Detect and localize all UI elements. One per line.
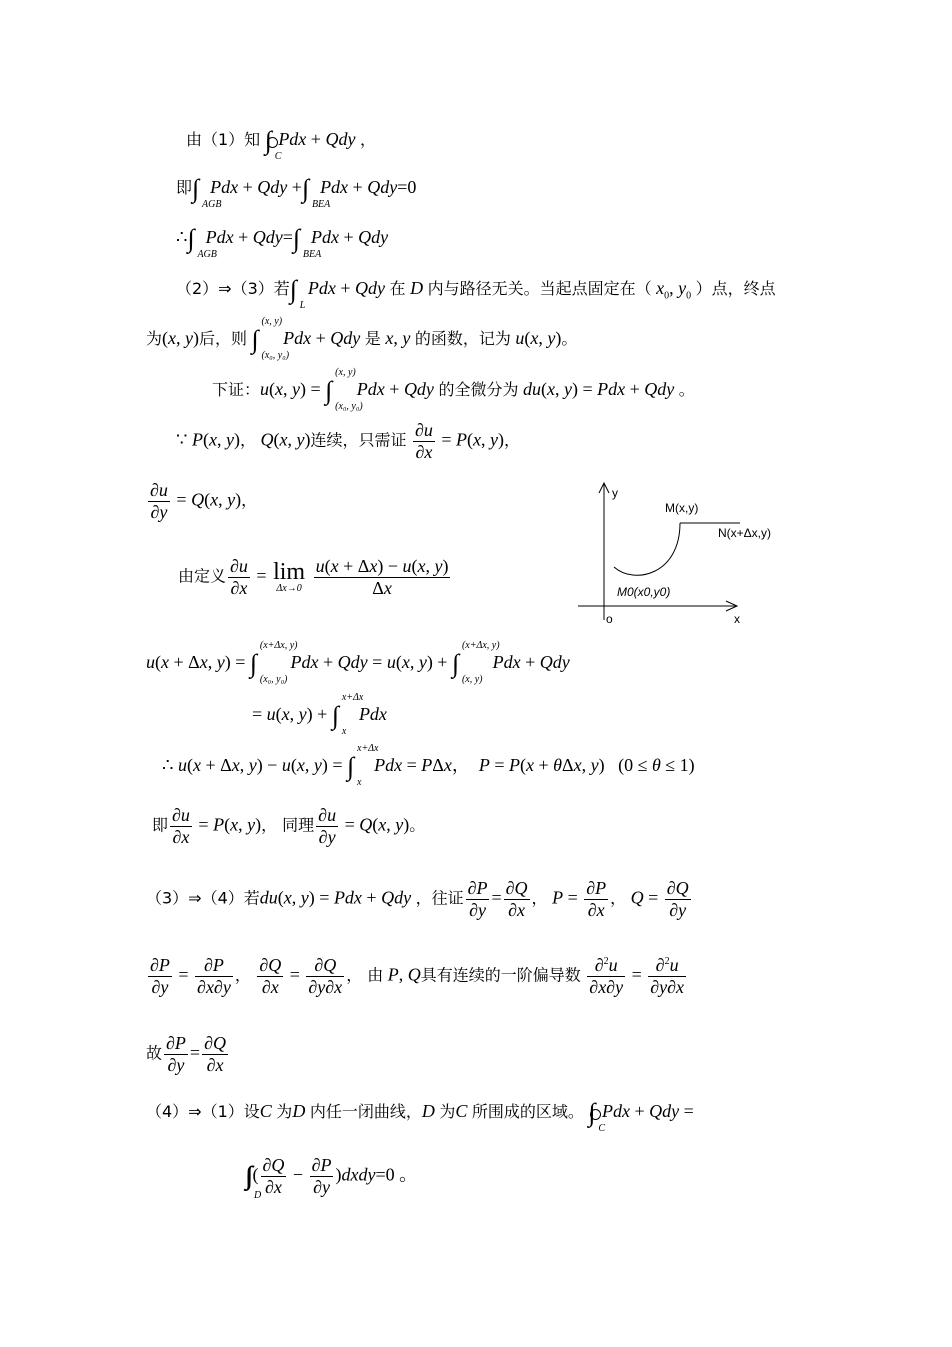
line-4: （2）⇒（3）若∫ L Pdx + Qdy 在 D 内与路径无关。当起点固定在（ $x_0$, $y_0$ ）点，终点 <box>176 275 776 311</box>
text-l07-d: ， <box>504 430 521 450</box>
line-5: 为(x, y)后，则 ∫ (x, y) (x₀, y₀) Pdx + Qdy 是 x, y 的函数，记为 u(x, y)。 <box>146 316 578 361</box>
text-l05-b: 后，则 <box>199 329 248 349</box>
line-18: D ( $\frac{\partial Q}{\partial x}$ − $\frac{\partial P}{\partial y}$ )dxdy=0 。 <box>248 1155 418 1202</box>
text-l07-b: ， <box>239 430 256 450</box>
text-l05-c: 是 <box>364 329 381 349</box>
text-l04-d: ）点，终点 <box>695 279 776 299</box>
m-label: M(x,y) <box>665 501 699 515</box>
line-10: u(x + Δx, y) = ∫ (x+Δx, y) (x₀, y₀) Pdx + Qdy = u(x, y) + ∫ (x+Δx, y) (x, y) Pdx + Qdy <box>146 640 570 685</box>
text-l04-c: 内与路径无关。当起点固定在（ <box>427 279 652 299</box>
text-l08-a: ， <box>241 490 258 510</box>
n-label: N(x+Δx,y) <box>718 526 772 540</box>
line-7: ∵ P(x, y)， Q(x, y)连续，只需证 $\frac{\partial u}{\partial x}$ = P(x, y)， <box>176 420 521 462</box>
line-16: 故 $\frac{\partial P}{\partial y}$ = $\frac{\partial Q}{\partial x}$ <box>146 1033 226 1075</box>
line-15: $\frac{\partial P}{\partial y}$ = $\frac{\partial P}{\partial x\partial y}$ ， $\frac{\partial Q}{\partial x}$ = $\frac{\partial Q}{\partial y\partial x}$ ， 由 P, Q具有连续的一阶偏导数 $\frac{\partial^2u}{\partial x\partial y}$ = $\frac{\partial^2u}{\partial y\partial x}$ <box>150 955 685 997</box>
text-l14-c: ， <box>531 888 548 908</box>
line-6: 下证：u(x, y) = ∫ (x, y) (x₀, y₀) Pdx + Qdy 的全微分为 du(x, y) = Pdx + Qdy 。 <box>212 367 695 412</box>
x-label: x <box>734 612 740 626</box>
text-l02-b: =0 <box>397 177 417 198</box>
text-l17-e: 所围成的区域。 <box>471 1102 584 1122</box>
origin-label: o <box>606 612 613 626</box>
text-l15-c: 具有连续的一阶偏导数 <box>420 965 581 985</box>
text-l04-a: （2）⇒（3）若 <box>176 279 290 299</box>
line-3: ∴∫ AGB Pdx + Qdy=∫ BEA Pdx + Qdy <box>176 224 389 260</box>
text-l06-b: 的全微分为 <box>438 380 519 400</box>
text-l14-d: ， <box>610 888 627 908</box>
y-label: y <box>612 486 618 500</box>
text-l06-a: 下证： <box>212 380 261 400</box>
text-l14-b: ，往证 <box>415 888 464 908</box>
text-l03-a: ∴ <box>176 227 188 248</box>
text-l15-b: ， 由 <box>346 965 384 985</box>
text-l14-a: （3）⇒（4）若 <box>146 888 260 908</box>
text-l17-a: （4）⇒（1）设 <box>146 1102 260 1122</box>
text-l13-c: 。 <box>409 815 426 835</box>
text-l05-e: 。 <box>561 329 578 349</box>
text-l12-a: ∴ <box>162 755 174 776</box>
text-l17-b: 为 <box>276 1102 293 1122</box>
line-14: （3）⇒（4）若du(x, y) = Pdx + Qdy ，往证 $\frac{\partial P}{\partial y}$ = $\frac{\partial Q}{\partial x}$ ， P = $\frac{\partial P}{\partial x}$ ， Q = $\frac{\partial Q}{\partial y}$ <box>146 878 689 920</box>
text-l09-a: 由定义 <box>178 566 227 586</box>
line-1: 由（1）知 ∫ C Pdx + Qdy ， <box>186 126 376 162</box>
text-l05-d: 的函数，记为 <box>414 329 511 349</box>
text-l01-b: ， <box>359 130 376 150</box>
line-13: 即 $\frac{\partial u}{\partial x}$ = P(x, y)， 同理 $\frac{\partial u}{\partial y}$ = Q(x, y)。 <box>152 805 426 847</box>
text-l07-c: 连续，只需证 <box>310 430 407 450</box>
text-l04-b: 在 <box>389 279 406 299</box>
line-11: = u(x, y) + ∫ x+Δx x Pdx <box>252 692 387 737</box>
text-l13-b: ， 同理 <box>261 815 315 835</box>
line-2: 即∫ AGB Pdx + Qdy +∫ BEA Pdx + Qdy=0 <box>176 174 417 210</box>
line-9: 由定义 $\frac{\partial u}{\partial x}$ = lim Δx→0 $\frac{u(x + \Delta x) - u(x, y)}{\Delta x}$ <box>178 556 449 598</box>
text-l07-a: ∵ <box>176 429 188 450</box>
text-l18-a: =0 。 <box>375 1164 418 1185</box>
m0-label: M0(x0,y0) <box>617 585 671 599</box>
line-8: $\frac{\partial u}{\partial y}$ = Q(x, y)， <box>150 480 258 522</box>
contour-integral: ∫ C <box>264 126 282 162</box>
curve-m0-to-m <box>614 523 680 575</box>
text-l13-a: 即 <box>152 815 169 835</box>
text-l15-a: ， <box>234 965 251 985</box>
text-l02-a: 即 <box>176 178 193 198</box>
text-l17-d: 为 <box>439 1102 456 1122</box>
line-17: （4）⇒（1）设C 为D 内任一闭曲线，D 为C 所围成的区域。 ∫ C Pdx + Qdy = <box>146 1098 694 1134</box>
text-l16-a: 故 <box>146 1043 163 1063</box>
text-l06-c: 。 <box>678 380 695 400</box>
text-l17-c: 内任一闭曲线， <box>309 1102 422 1122</box>
diagram-figure <box>572 475 782 635</box>
text-l05-a: 为 <box>146 329 163 349</box>
line-12: ∴ u(x + Δx, y) − u(x, y) = ∫ x+Δx x Pdx = PΔx， P = P(x + θΔx, y) (0 ≤ θ ≤ 1) <box>162 743 695 788</box>
text-l01-a: 由（1）知 <box>186 130 261 150</box>
